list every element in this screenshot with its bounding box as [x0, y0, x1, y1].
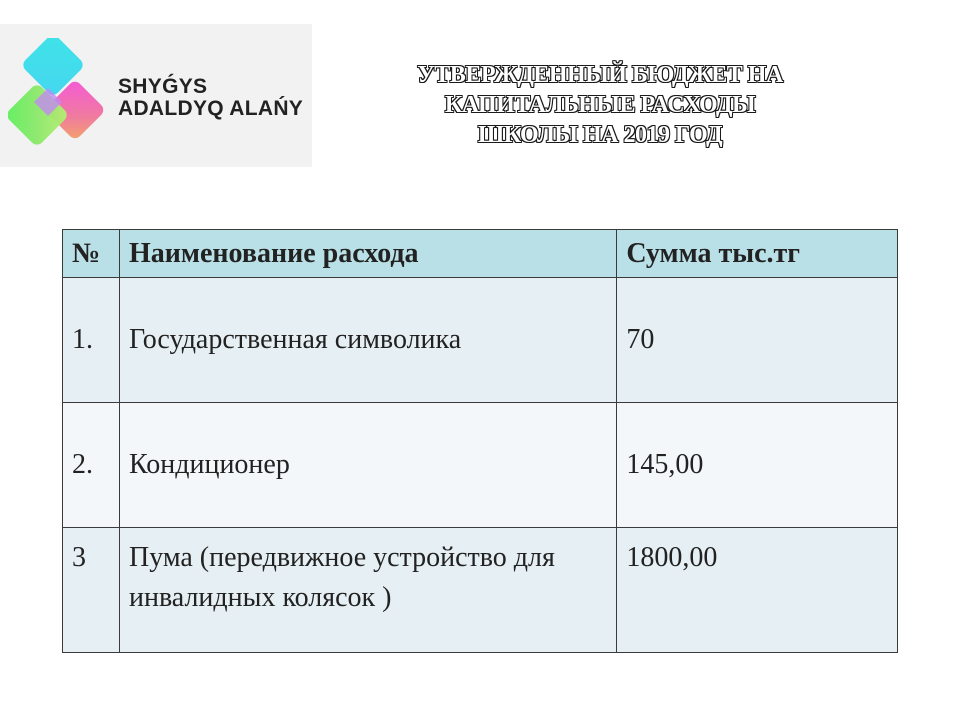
table-row — [63, 528, 898, 653]
logo-line-2: ADALDYQ ALAŃY — [118, 97, 304, 120]
title-line-1: УТВЕРЖДЕННЫЙ БЮДЖЕТ НА — [417, 62, 783, 88]
row-number: 2. — [63, 403, 120, 528]
page-title — [330, 60, 870, 150]
budget-table — [62, 229, 898, 653]
row-amount: 145,00 — [617, 403, 898, 528]
row-expense-name: Кондиционер — [119, 403, 616, 528]
title-line-3: ШКОЛЫ НА 2019 ГОД — [477, 122, 723, 148]
row-expense-name: Государственная символика — [119, 278, 616, 403]
logo-line-1: SHYǴYS — [118, 75, 208, 98]
header-number: № — [63, 230, 120, 278]
table-row — [63, 403, 898, 528]
header-expense-name: Наименование расхода — [119, 230, 616, 278]
header-amount: Сумма тыс.тг — [617, 230, 898, 278]
logo-panel — [0, 24, 312, 167]
row-amount: 1800,00 — [617, 528, 898, 653]
row-number: 3 — [63, 528, 120, 653]
table-row — [63, 278, 898, 403]
shygys-logo-icon — [8, 38, 108, 152]
table-header-row — [63, 230, 898, 278]
row-amount: 70 — [617, 278, 898, 403]
logo-text — [118, 76, 303, 120]
row-number: 1. — [63, 278, 120, 403]
row-expense-name: Пума (передвижное устройство для инвалидных колясок ) — [119, 528, 616, 653]
title-line-2: КАПИТАЛЬНЫЕ РАСХОДЫ — [444, 92, 756, 118]
